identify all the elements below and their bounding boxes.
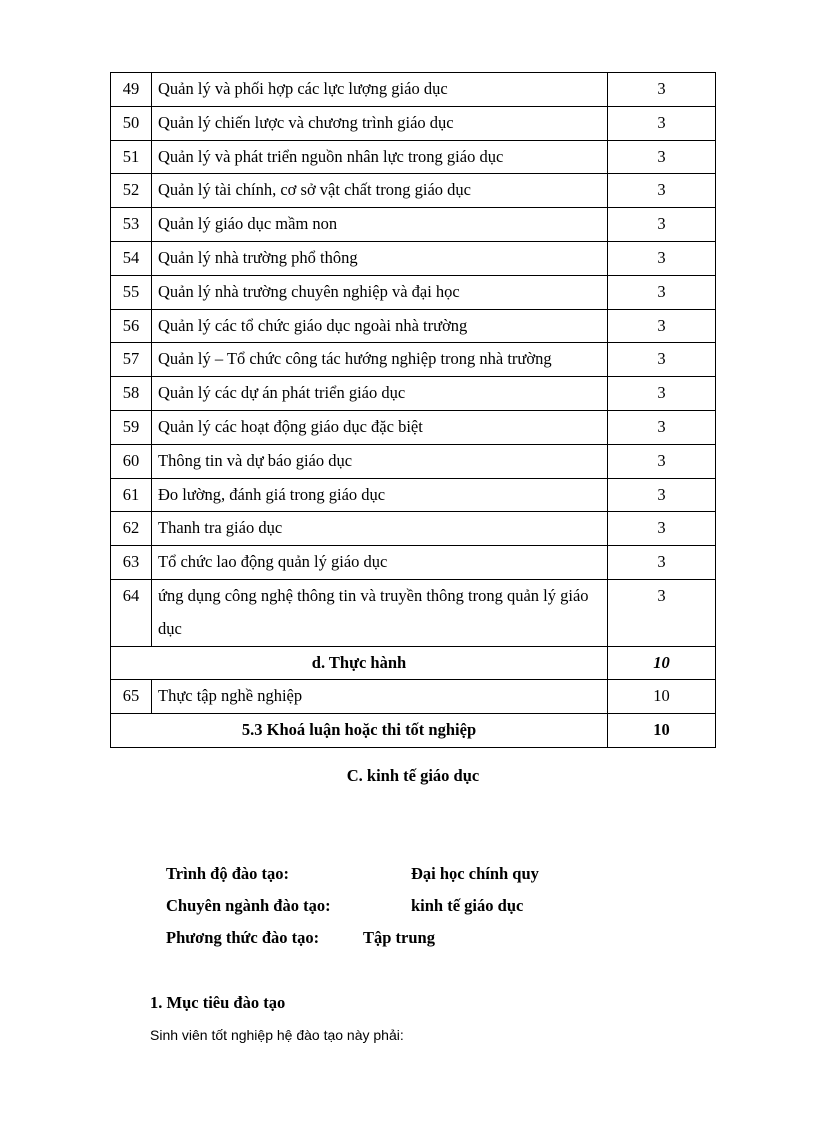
course-name: Quản lý chiến lược và chương trình giáo dục (152, 106, 608, 140)
row-number: 49 (111, 73, 152, 107)
course-credits: 3 (608, 309, 716, 343)
course-credits: 3 (608, 140, 716, 174)
row-number: 51 (111, 140, 152, 174)
practice-header-label: d. Thực hành (111, 646, 608, 680)
course-name: Quản lý – Tổ chức công tác hướng nghiệp trong nhà trường (152, 343, 608, 377)
course-credits: 3 (608, 410, 716, 444)
table-row (111, 174, 716, 208)
course-credits: 3 (608, 343, 716, 377)
thesis-row (111, 714, 716, 748)
table-row (111, 478, 716, 512)
table-row (111, 208, 716, 242)
table-row (111, 73, 716, 107)
table-row (111, 546, 716, 580)
course-name: ứng dụng công nghệ thông tin và truyền thông trong quản lý giáo dục (152, 579, 608, 646)
table-row (111, 275, 716, 309)
course-name: Quản lý các tổ chức giáo dục ngoài nhà trường (152, 309, 608, 343)
objectives-intro: Sinh viên tốt nghiệp hệ đào tạo này phải: (150, 1027, 404, 1043)
row-number: 63 (111, 546, 152, 580)
mode-value: Tập trung (363, 928, 435, 947)
row-number: 55 (111, 275, 152, 309)
row-number: 58 (111, 377, 152, 411)
row-number: 61 (111, 478, 152, 512)
practice-header-credits: 10 (608, 646, 716, 680)
course-name: Quản lý các hoạt động giáo dục đặc biệt (152, 410, 608, 444)
course-name: Quản lý và phối hợp các lực lượng giáo dục (152, 73, 608, 107)
course-credits: 3 (608, 444, 716, 478)
course-credits: 3 (608, 174, 716, 208)
row-number: 52 (111, 174, 152, 208)
course-name: Đo lường, đánh giá trong giáo dục (152, 478, 608, 512)
course-table (110, 72, 716, 748)
course-name: Thực tập nghề nghiệp (152, 680, 608, 714)
table-row (111, 512, 716, 546)
row-number: 57 (111, 343, 152, 377)
course-name: Quản lý và phát triển nguồn nhân lực trong giáo dục (152, 140, 608, 174)
course-credits: 3 (608, 106, 716, 140)
course-credits: 3 (608, 512, 716, 546)
course-name: Thanh tra giáo dục (152, 512, 608, 546)
row-number: 50 (111, 106, 152, 140)
table-row (111, 343, 716, 377)
row-number: 64 (111, 579, 152, 646)
mode-label: Phương thức đào tạo: (166, 928, 320, 947)
table-row (111, 241, 716, 275)
objectives-title: 1. Mục tiêu đào tạo (150, 993, 286, 1012)
course-name: Tổ chức lao động quản lý giáo dục (152, 546, 608, 580)
row-number: 59 (111, 410, 152, 444)
level-label: Trình độ đào tạo: (166, 864, 290, 883)
table-row (111, 140, 716, 174)
level-value: Đại học chính quy (411, 864, 539, 883)
thesis-credits: 10 (608, 714, 716, 748)
row-number: 65 (111, 680, 152, 714)
practice-header-row (111, 646, 716, 680)
row-number: 54 (111, 241, 152, 275)
row-number: 53 (111, 208, 152, 242)
course-name: Quản lý các dự án phát triển giáo dục (152, 377, 608, 411)
major-label: Chuyên ngành đào tạo: (166, 896, 331, 915)
course-credits: 3 (608, 546, 716, 580)
row-number: 60 (111, 444, 152, 478)
course-credits: 3 (608, 241, 716, 275)
section-caption: C. kinh tế giáo dục (346, 766, 480, 785)
row-number: 62 (111, 512, 152, 546)
course-name: Quản lý giáo dục mầm non (152, 208, 608, 242)
major-value: kinh tế giáo dục (411, 896, 524, 915)
course-name: Quản lý nhà trường chuyên nghiệp và đại học (152, 275, 608, 309)
course-credits: 3 (608, 377, 716, 411)
course-name: Quản lý nhà trường phổ thông (152, 241, 608, 275)
thesis-label: 5.3 Khoá luận hoặc thi tốt nghiệp (111, 714, 608, 748)
course-credits: 3 (608, 478, 716, 512)
course-name: Quản lý tài chính, cơ sở vật chất trong giáo dục (152, 174, 608, 208)
course-name: Thông tin và dự báo giáo dục (152, 444, 608, 478)
course-credits: 3 (608, 275, 716, 309)
table-row (111, 377, 716, 411)
table-row (111, 309, 716, 343)
table-row (111, 680, 716, 714)
course-credits: 3 (608, 579, 716, 646)
course-table-footer (111, 646, 716, 747)
table-row (111, 410, 716, 444)
course-table-body (111, 73, 716, 647)
table-row (111, 106, 716, 140)
course-credits: 10 (608, 680, 716, 714)
row-number: 56 (111, 309, 152, 343)
course-credits: 3 (608, 208, 716, 242)
table-row (111, 444, 716, 478)
table-row (111, 579, 716, 646)
course-credits: 3 (608, 73, 716, 107)
